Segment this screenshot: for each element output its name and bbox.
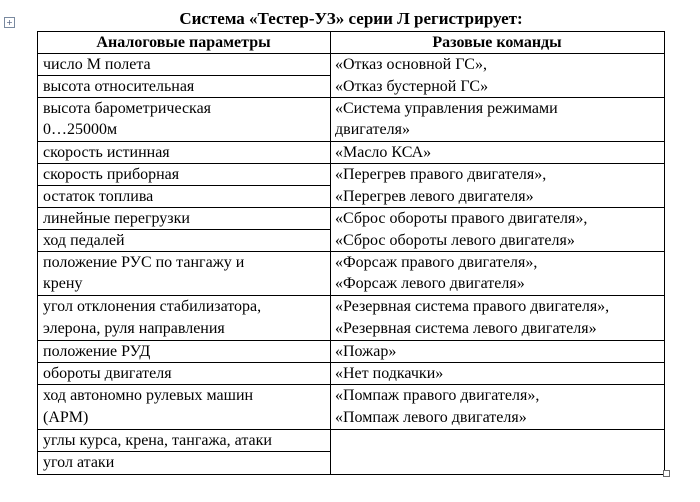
command: «Форсаж левого двигателя» [335,275,525,292]
analog-param: 0…25000м [43,121,118,138]
analog-param: угол атаки [43,454,115,471]
analog-param: остаток топлива [43,188,154,205]
table-resize-handle-icon[interactable] [663,470,670,477]
analog-param: скорость приборная [43,166,180,183]
analog-param: элерона, руля направления [43,320,225,337]
analog-param: линейные перегрузки [43,210,190,227]
header-analog-params: Аналоговые параметры [96,34,271,51]
analog-param: обороты двигателя [43,365,172,382]
analog-param: ход педалей [43,232,125,249]
command: «Форсаж правого двигателя», [335,254,538,271]
document-title: Система «Тестер-УЗ» серии Л регистрирует: [179,9,523,28]
registration-table [37,31,664,474]
command: «Отказ основной ГС», [335,56,487,73]
command: «Резервная система левого двигателя» [335,320,597,337]
analog-param: углы курса, крена, тангажа, атаки [43,432,272,449]
command: «Сброс обороты левого двигателя» [335,232,575,249]
analog-param: число М полета [43,56,151,73]
command: «Резервная система правого двигателя», [335,298,610,315]
analog-param: положение РУД [43,343,151,360]
analog-param: угол отклонения стабилизатора, [43,298,262,315]
command: «Перегрев правого двигателя», [335,166,547,183]
analog-param: положение РУС по тангажу и [43,254,245,271]
analog-param: высота барометрическая [43,100,212,117]
command: «Перегрев левого двигателя» [335,188,534,205]
command: «Система управления режимами [335,100,558,117]
analog-param: скорость истинная [43,144,170,161]
command: «Масло КСА» [335,144,432,161]
header-commands: Разовые команды [432,34,562,51]
command: «Пожар» [335,343,397,360]
command: двигателя» [335,121,410,138]
command: «Нет подкачки» [335,365,444,382]
analog-param: крену [43,275,83,292]
command: «Сброс обороты правого двигателя», [335,210,588,227]
analog-param: высота относительная [43,78,195,95]
command: «Помпаж левого двигателя» [335,409,527,426]
command: «Отказ бустерной ГС» [335,78,489,95]
table-move-handle-icon[interactable]: + [4,17,15,28]
analog-param: (АРМ) [43,409,89,426]
analog-param: ход автономно рулевых машин [43,387,254,404]
command: «Помпаж правого двигателя», [335,387,540,404]
